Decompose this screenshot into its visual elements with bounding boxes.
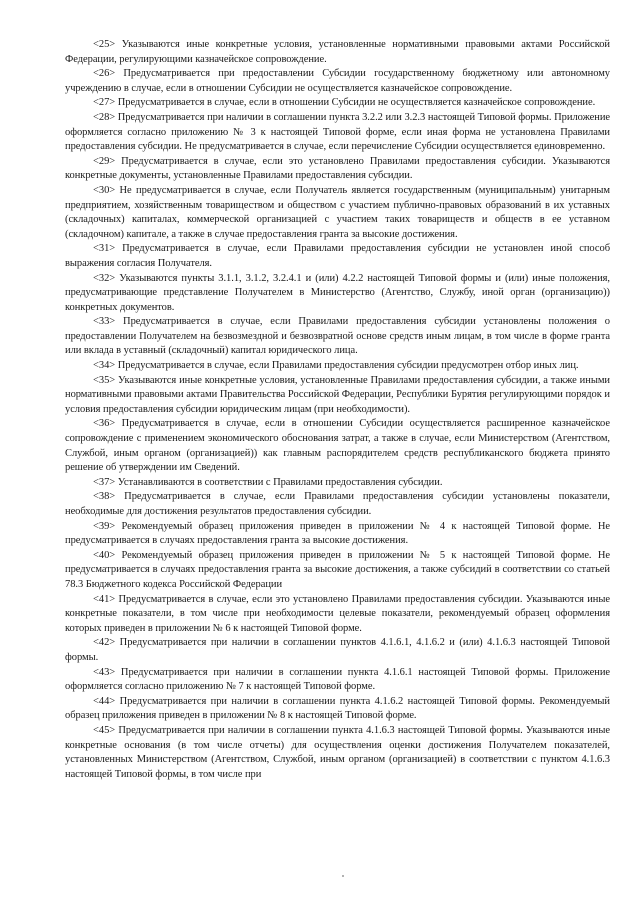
footnote-25: <25> Указываются иные конкретные условия, установленные нормативными правовыми актами Российской Федерации, регулирующими казначейское сопровождение. bbox=[65, 39, 610, 65]
footnote-34: <34> Предусматривается в случае, если Правилами предоставления субсидии предусмотрен отбор иных лиц. bbox=[93, 360, 579, 372]
footnote-29: <29> Предусматривается в случае, если это установлено Правилами предоставления субсидии. Указываются конкретные документы, установленные Правилами предоставления субсидии. bbox=[65, 155, 610, 182]
footnote-45: <45> Предусматривается при наличии в соглашении пункта 4.1.6.3 настоящей Типовой формы. Указываются иные конкретные основания (в том числе отчеты) для осуществления оценки достижения Получателем показателей, установленных Министерством (Агентством, Службой, иным органом (организацией) в соответствии с пунктом 4.1.6.3 настоящей Типовой формы, в том числе при bbox=[65, 724, 610, 780]
footnote-30: <30> Не предусматривается в случае, если Получатель является государственным (муниципальным) унитарным предприятием, хозяйственным товариществом и обществом с участием публично-правовых образований в их уставных (складочных) капиталах, коммерческой организацией с участием таких товариществ и обществ в ее уставном (складочном) капитале, а также в случае предоставления гранта за высокие достижения. bbox=[65, 184, 610, 240]
footnote-36: <36> Предусматривается в случае, если в отношении Субсидии осуществляется расширенное казначейское сопровождение с применением экономического обоснования затрат, а также в случае, если Министерством (Агентством, Службой, иным органом (организацией)) как главным распорядителем средств республиканского бюджета принято решение об утверждении им Сведений. bbox=[65, 418, 610, 474]
scan-speck bbox=[342, 875, 344, 877]
footnote-44: <44> Предусматривается при наличии в соглашении пункта 4.1.6.2 настоящей Типовой формы. Рекомендуемый образец приложения приведен в приложении № 8 к настоящей Типовой форме. bbox=[65, 695, 610, 722]
footnote-37: <37> Устанавливаются в соответствии с Правилами предоставления субсидии. bbox=[93, 476, 443, 488]
footnote-35: <35> Указываются иные конкретные условия, установленные Правилами предоставления субсидии, а также иными нормативными правовыми актами Правительства Российской Федерации, Республики Бурятия регулирующими порядок и условия предоставления субсидии юридическим лицам (при необходимости). bbox=[65, 374, 610, 415]
footnote-38: <38> Предусматривается в случае, если Правилами предоставления субсидии установлены показатели, необходимые для достижения результатов предоставления субсидии. bbox=[65, 491, 610, 517]
footnote-40: <40> Рекомендуемый образец приложения приведен в приложении № 5 к настоящей Типовой форме. Не предусматривается в случаях предоставления гранта за высокие достижения, а также субсидий в соответствии со статьей 78.3 Бюджетного кодекса Российской Федерации bbox=[65, 549, 610, 590]
footnote-28: <28> Предусматривается при наличии в соглашении пункта 3.2.2 или 3.2.3 настоящей Типовой формы. Приложение оформляется согласно приложению № 3 к настоящей Типовой форме, если иная форма не установлена Правилами предоставления субсидии. Не предусматривается в случае, если перечисление Субсидии осуществляется единовременно. bbox=[65, 111, 610, 153]
footnote-27: <27> Предусматривается в случае, если в отношении Субсидии не осуществляется казначейское сопровождение. bbox=[93, 97, 596, 109]
footnote-43: <43> Предусматривается при наличии в соглашении пункта 4.1.6.1 настоящей Типовой формы. Приложение оформляется согласно приложению № 7 к настоящей Типовой форме. bbox=[65, 666, 610, 693]
footnote-32: <32> Указываются пункты 3.1.1, 3.1.2, 3.2.4.1 и (или) 4.2.2 настоящей Типовой формы и (или) иные положения, предусматривающие представление Получателем в Министерство (Агентство, Службу, иной орган (организацию)) конкретных документов. bbox=[65, 272, 610, 313]
footnote-42: <42> Предусматривается при наличии в соглашении пунктов 4.1.6.1, 4.1.6.2 и (или) 4.1.6.3 настоящей Типовой формы. bbox=[65, 637, 610, 663]
footnote-39: <39> Рекомендуемый образец приложения приведен в приложении № 4 к настоящей Типовой форме. Не предусматривается в случаях предоставления гранта за высокие достижения. bbox=[65, 520, 610, 547]
footnote-33: <33> Предусматривается в случае, если Правилами предоставления субсидии установлены положения о предоставлении Получателем на безвозмездной и безвозвратной основе средств иным лицам, в том числе в форме гранта или вклада в уставный (складочный) капитал юридического лица. bbox=[65, 316, 610, 357]
footnote-26: <26> Предусматривается при предоставлении Субсидии государственному бюджетному или автономному учреждению в случае, если в отношении Субсидии не осуществляется казначейское сопровождение. bbox=[65, 68, 610, 94]
footnotes-block bbox=[65, 38, 610, 782]
footnote-31: <31> Предусматривается в случае, если Правилами предоставления субсидии не установлен иной способ выражения согласия Получателя. bbox=[65, 243, 610, 269]
footnote-41: <41> Предусматривается в случае, если это установлено Правилами предоставления субсидии. Указываются иные конкретные показатели, в том числе при необходимости целевые показатели, рекомендуемый образец оформления которых приведен в приложении № 6 к настоящей Типовой форме. bbox=[65, 593, 610, 634]
